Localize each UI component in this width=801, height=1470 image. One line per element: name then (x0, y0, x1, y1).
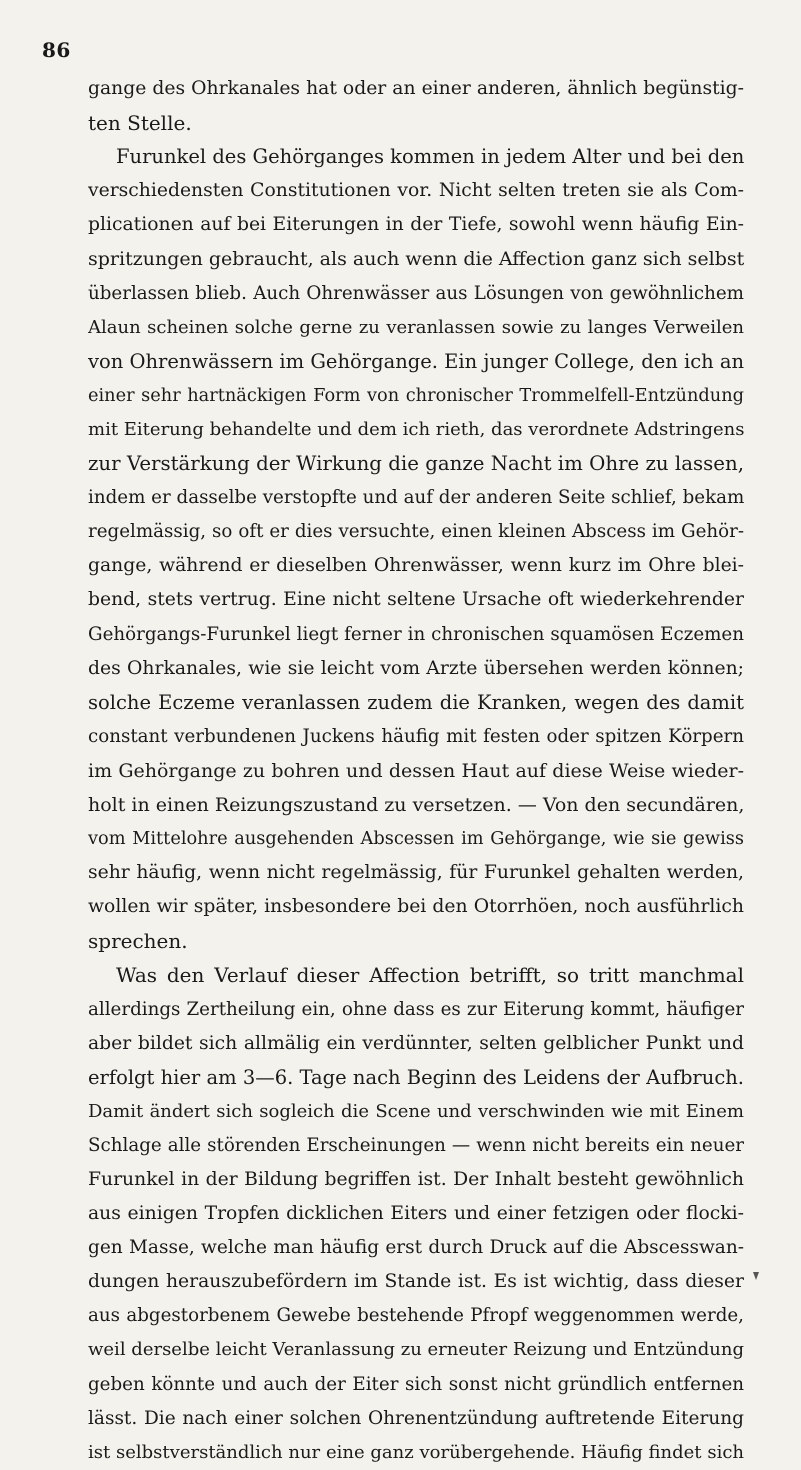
text-line: gange des Ohrkanales hat oder an einer anderen, ähnlich begünstig- (88, 78, 744, 99)
text-line: von Ohrenwässern im Gehörgange. Ein junger College, den ich an (88, 349, 744, 373)
text-line: einer sehr hartnäckigen Form von chronischer Trommelfell-Entzündung (88, 385, 744, 406)
text-line: bend, stets vertrug. Eine nicht seltene Ursache oft wiederkehrender (88, 589, 744, 611)
text-line: aus abgestorbenem Gewebe bestehende Pfropf weggenommen werde, (88, 1305, 744, 1327)
text-line: Damit ändert sich sogleich die Scene und verschwinden wie mit Einem (88, 1100, 744, 1122)
text-line: vom Mittelohre ausgehenden Abscessen im Gehörgange, wie sie gewiss (88, 829, 744, 850)
text-line: aus einigen Tropfen dicklichen Eiters und einer fetzigen oder flocki- (88, 1203, 744, 1225)
text-line: plicationen auf bei Eiterungen in der Tiefe, sowohl wenn häufig Ein- (88, 214, 744, 236)
page-number: 86 (42, 38, 71, 62)
text-line: Gehörgangs-Furunkel liegt ferner in chronischen squamösen Eczemen (88, 623, 744, 645)
text-line: geben könnte und auch der Eiter sich sonst nicht gründlich entfernen (88, 1373, 744, 1395)
text-line: holt in einen Reizungszustand zu versetzen. — Von den secundären, (88, 793, 744, 816)
text-line: sehr häufig, wenn nicht regelmässig, für Furunkel gehalten werden, (88, 862, 744, 884)
text-line: mit Eiterung behandelte und dem ich rieth, das verordnete Adstringens (88, 418, 744, 440)
text-line: Furunkel in der Bildung begriffen ist. Der Inhalt besteht gewöhnlich (88, 1169, 744, 1190)
text-line: ist selbstverständlich nur eine ganz vorübergehende. Häufig findet sich (88, 1441, 744, 1463)
text-line: zur Verstärkung der Wirkung die ganze Nacht im Ohre zu lassen, (88, 452, 744, 476)
text-line: Was den Verlauf dieser Affection betrifft, so tritt manchmal (116, 963, 744, 988)
body-text (88, 72, 744, 1470)
text-line: verschiedensten Constitutionen vor. Nicht selten treten sie als Com- (88, 180, 744, 202)
text-line: spritzungen gebraucht, als auch wenn die Affection ganz sich selbst (88, 248, 744, 271)
text-line: im Gehörgange zu bohren und dessen Haut auf diese Weise wieder- (88, 759, 744, 782)
text-line: weil derselbe leicht Veranlassung zu erneuter Reizung und Entzündung (88, 1339, 744, 1361)
text-line: sprechen. (88, 929, 188, 954)
text-line: solche Eczeme veranlassen zudem die Kranken, wegen des damit (88, 690, 744, 714)
text-line: Alaun scheinen solche gerne zu veranlassen sowie zu langes Verweilen (88, 316, 744, 338)
text-line: allerdings Zertheilung ein, ohne dass es zur Eiterung kommt, häufiger (88, 998, 744, 1020)
text-line: ten Stelle. (88, 111, 192, 136)
text-line: indem er dasselbe verstopfte und auf der anderen Seite schlief, bekam (88, 487, 744, 509)
text-line: dungen herauszubefördern im Stande ist. Es ist wichtig, dass dieser (88, 1271, 744, 1293)
corner-mark (753, 1272, 759, 1280)
text-line: constant verbundenen Juckens häufig mit festen oder spitzen Körpern (88, 725, 744, 747)
text-line: aber bildet sich allmälig ein verdünnter, selten gelblicher Punkt und (88, 1032, 744, 1054)
text-line: Schlage alle störenden Erscheinungen — wenn nicht bereits ein neuer (88, 1134, 744, 1156)
text-line: des Ohrkanales, wie sie leicht vom Arzte übersehen werden können; (88, 657, 744, 679)
text-line: gange, während er dieselben Ohrenwässer, wenn kurz im Ohre blei- (88, 555, 744, 577)
text-line: erfolgt hier am 3—6. Tage nach Beginn des Leidens der Aufbruch. (88, 1065, 744, 1089)
text-line: gen Masse, welche man häufig erst durch Druck auf die Abscesswan- (88, 1237, 744, 1259)
text-line: lässt. Die nach einer solchen Ohrenentzündung auftretende Eiterung (88, 1407, 744, 1429)
text-line: regelmässig, so oft er dies versuchte, einen kleinen Abscess im Gehör- (88, 521, 744, 543)
text-line: Furunkel des Gehörganges kommen in jedem Alter und bei den (116, 145, 744, 169)
text-line: wollen wir später, insbesondere bei den Otorrhöen, noch ausführlich (88, 896, 744, 918)
text-line: überlassen blieb. Auch Ohrenwässer aus Lösungen von gewöhnlichem (88, 282, 744, 304)
